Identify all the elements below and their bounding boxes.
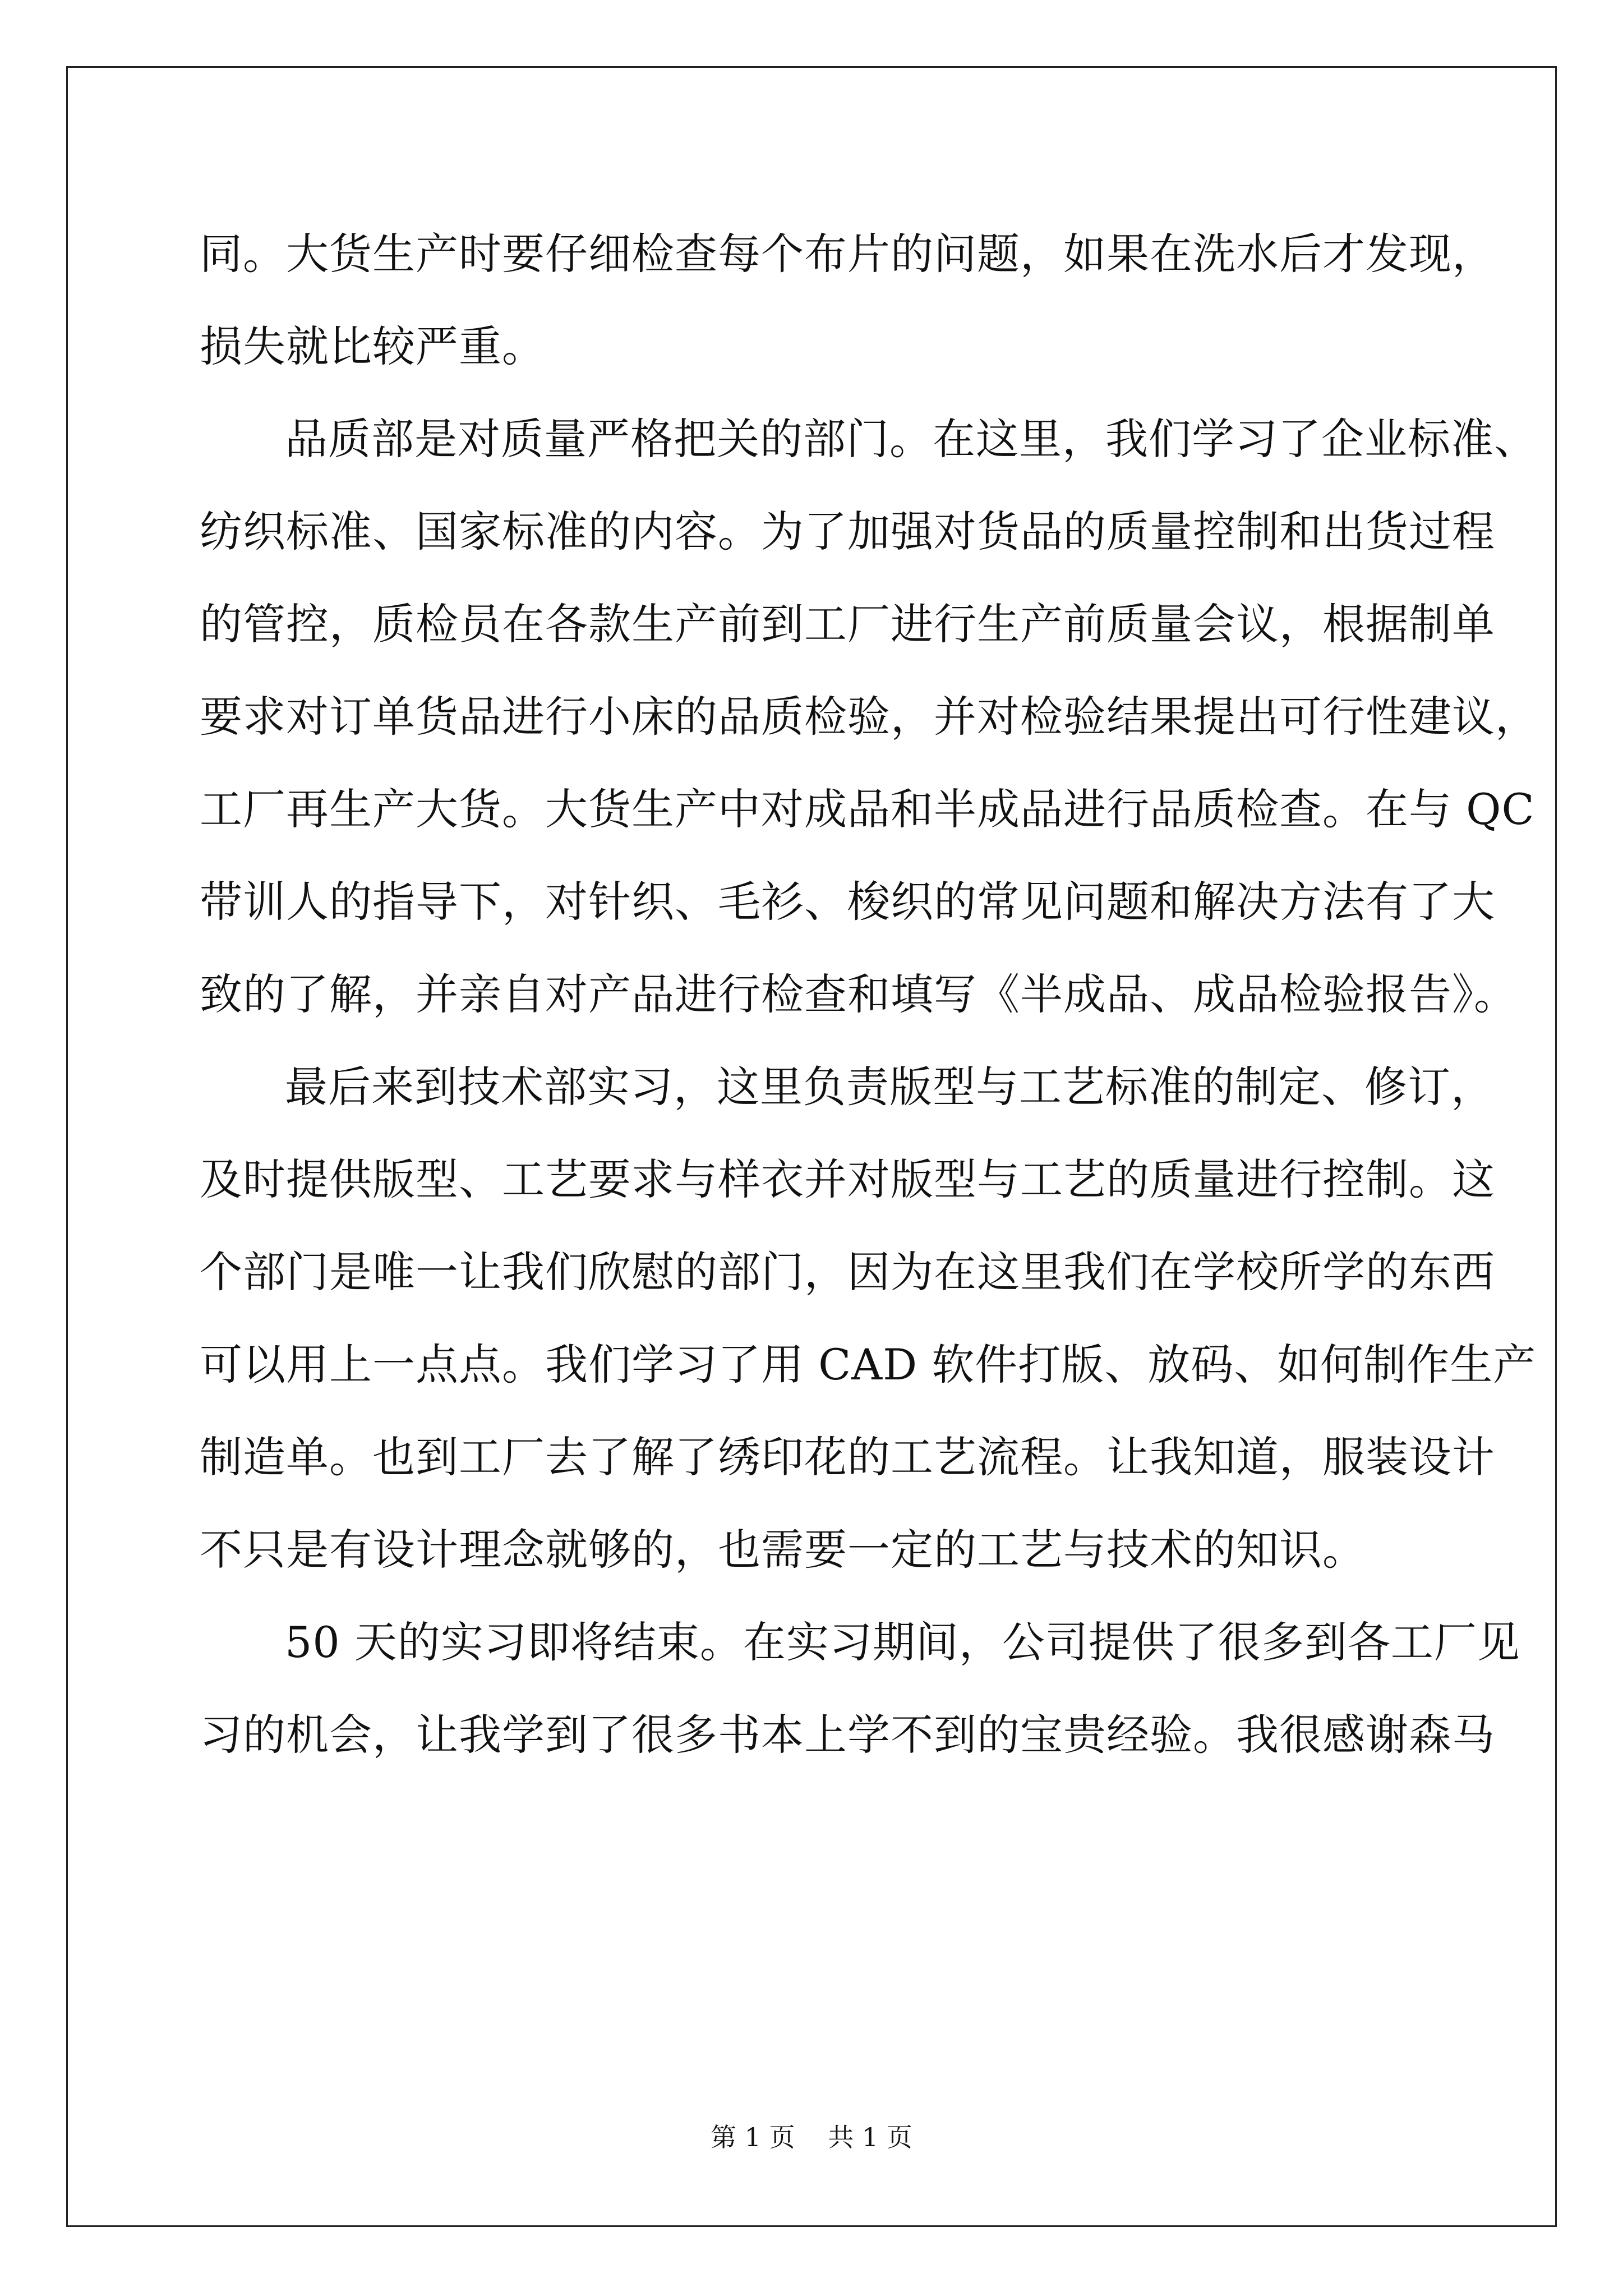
document-body [200, 208, 1538, 1781]
text-line: 习的机会，让我学到了很多书本上学不到的宝贵经验。我很感谢森马 [200, 1710, 1495, 1760]
text-line: 可以用上一点点。我们学习了用 CAD 软件打版、放码、如何制作生产 [200, 1340, 1537, 1389]
paragraph-start: 最后来到技术部实习，这里负责版型与工艺标准的制定、修订， [285, 1062, 1494, 1112]
text-line: 要求对订单货品进行小床的品质检验，并对检验结果提出可行性建议， [200, 692, 1538, 742]
text-line: 同。大货生产时要仔细检查每个布片的问题，如果在洗水后才发现， [200, 229, 1495, 279]
text-line: 工厂再生产大货。大货生产中对成品和半成品进行品质检查。在与 QC [200, 784, 1535, 834]
page-number-total: 共 1 页 [828, 2122, 912, 2152]
paragraph-start: 品质部是对质量严格把关的部门。在这里，我们学习了企业标准、 [285, 414, 1537, 464]
paragraph-start: 50 天的实习即将结束。在实习期间，公司提供了很多到各工厂见 [285, 1617, 1520, 1667]
text-line: 的管控，质检员在各款生产前到工厂进行生产前质量会议，根据制单 [200, 599, 1495, 649]
text-line: 致的了解，并亲自对产品进行检查和填写《半成品、成品检验报告》。 [200, 969, 1517, 1019]
text-line: 损失就比较严重。 [200, 321, 545, 371]
text-line: 带训人的指导下，对针织、毛衫、梭织的常见问题和解决方法有了大 [200, 877, 1495, 927]
text-line: 纺织标准、国家标准的内容。为了加强对货品的质量控制和出货过程 [200, 507, 1495, 556]
text-line: 不只是有设计理念就够的，也需要一定的工艺与技术的知识。 [200, 1525, 1366, 1575]
page-footer [0, 2120, 1623, 2154]
text-line: 个部门是唯一让我们欣慰的部门，因为在这里我们在学校所学的东西 [200, 1247, 1495, 1297]
text-line: 制造单。也到工厂去了解了绣印花的工艺流程。让我知道，服装设计 [200, 1432, 1495, 1482]
page-number-current: 第 1 页 [711, 2122, 795, 2152]
text-line: 及时提供版型、工艺要求与样衣并对版型与工艺的质量进行控制。这 [200, 1154, 1495, 1204]
